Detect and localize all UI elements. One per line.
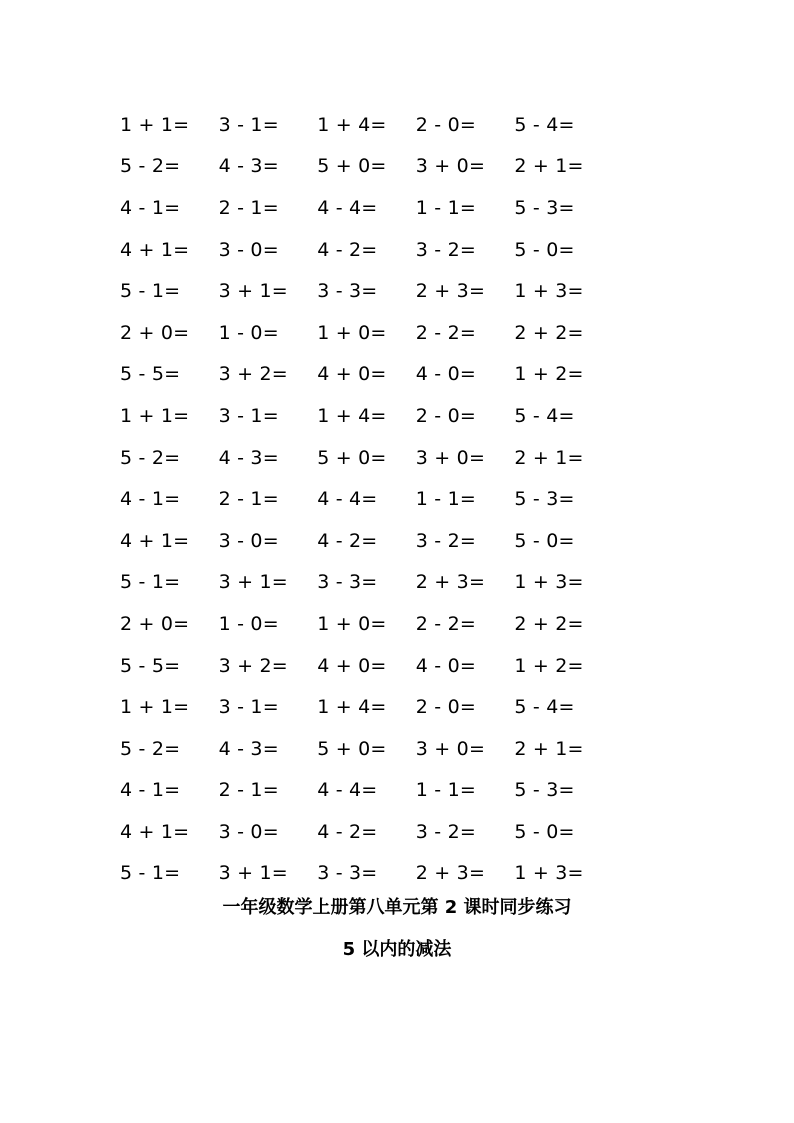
arithmetic-problem: 3 + 0=: [415, 737, 486, 760]
problem-row: [120, 354, 680, 396]
problem-row: [120, 811, 680, 853]
arithmetic-problem: 1 + 1=: [120, 696, 190, 719]
problem-row: [120, 686, 680, 728]
problem-row: [120, 104, 680, 146]
arithmetic-problem: 4 - 4=: [317, 488, 378, 511]
arithmetic-problem: 1 - 1=: [415, 779, 477, 802]
arithmetic-problem: 1 + 1=: [120, 113, 190, 136]
problem-row: [120, 437, 680, 479]
arithmetic-problem: 1 + 4=: [317, 113, 387, 136]
arithmetic-problem: 3 - 0=: [218, 820, 279, 843]
arithmetic-problem: 5 - 4=: [514, 113, 575, 136]
arithmetic-problem: 1 - 1=: [415, 488, 477, 511]
arithmetic-problem: 2 + 0=: [120, 321, 190, 344]
arithmetic-problem: 5 - 3=: [514, 196, 575, 219]
problem-row: [120, 603, 680, 645]
arithmetic-problem: 3 + 0=: [415, 446, 486, 469]
arithmetic-problem: 5 - 5=: [120, 363, 181, 386]
arithmetic-problem: 5 - 4=: [514, 696, 575, 719]
arithmetic-problem: 5 - 0=: [514, 238, 575, 261]
arithmetic-problem: 4 + 0=: [317, 363, 387, 386]
arithmetic-problem: 1 - 1=: [415, 196, 477, 219]
arithmetic-problem: 5 + 0=: [317, 155, 387, 178]
arithmetic-problem: 3 - 2=: [415, 820, 477, 843]
arithmetic-problem: 2 + 2=: [514, 612, 584, 635]
arithmetic-problem: 2 + 1=: [514, 446, 584, 469]
arithmetic-problem: 4 - 2=: [317, 238, 378, 261]
arithmetic-problem: 5 - 3=: [514, 779, 575, 802]
arithmetic-problem: 4 + 1=: [120, 238, 190, 261]
arithmetic-problem: 1 + 4=: [317, 696, 387, 719]
arithmetic-problem: 5 - 1=: [120, 280, 181, 303]
worksheet-title: 一年级数学上册第八单元第 2 课时同步练习: [222, 897, 572, 918]
arithmetic-problem: 3 - 1=: [218, 404, 279, 427]
arithmetic-problem: 4 - 1=: [120, 488, 181, 511]
arithmetic-problem: 1 + 3=: [514, 571, 584, 594]
arithmetic-problem: 4 + 0=: [317, 654, 387, 677]
arithmetic-problem: 2 + 1=: [514, 737, 584, 760]
arithmetic-problem: 1 + 1=: [120, 404, 190, 427]
problem-row: [120, 312, 680, 354]
arithmetic-problem: 5 - 2=: [120, 446, 181, 469]
arithmetic-problem: 1 + 3=: [514, 280, 584, 303]
arithmetic-problem: 2 - 1=: [218, 779, 279, 802]
arithmetic-problem: 2 - 1=: [218, 488, 279, 511]
arithmetic-problem: 2 - 0=: [415, 404, 477, 427]
arithmetic-problem: 4 - 0=: [415, 654, 477, 677]
arithmetic-problem: 2 - 0=: [415, 696, 477, 719]
arithmetic-problem: 1 - 0=: [218, 321, 279, 344]
arithmetic-problem: 4 - 4=: [317, 196, 378, 219]
arithmetic-problem: 3 + 2=: [218, 363, 288, 386]
arithmetic-problem: 5 + 0=: [317, 737, 387, 760]
arithmetic-problem: 1 + 2=: [514, 654, 584, 677]
problem-row: [120, 770, 680, 812]
arithmetic-problem: 2 - 2=: [415, 612, 477, 635]
arithmetic-problem: 5 - 4=: [514, 404, 575, 427]
arithmetic-problem: 1 - 0=: [218, 612, 279, 635]
arithmetic-problem: 3 - 0=: [218, 238, 279, 261]
problem-row: [120, 229, 680, 271]
arithmetic-problem: 3 + 2=: [218, 654, 288, 677]
arithmetic-problem: 3 - 3=: [317, 571, 378, 594]
arithmetic-problem: 3 - 3=: [317, 280, 378, 303]
arithmetic-problem: 4 - 1=: [120, 196, 181, 219]
problem-row: [120, 728, 680, 770]
arithmetic-problem: 5 - 2=: [120, 737, 181, 760]
arithmetic-problem: 3 - 1=: [218, 113, 279, 136]
problem-row: [120, 562, 680, 604]
arithmetic-problem: 4 + 1=: [120, 820, 190, 843]
problem-row: [120, 146, 680, 188]
arithmetic-problem: 1 + 2=: [514, 363, 584, 386]
arithmetic-problem: 2 - 1=: [218, 196, 279, 219]
problem-row: [120, 395, 680, 437]
arithmetic-problem: 1 + 0=: [317, 321, 387, 344]
arithmetic-problem: 4 - 4=: [317, 779, 378, 802]
arithmetic-problem: 5 - 2=: [120, 155, 181, 178]
problem-row: [120, 645, 680, 687]
worksheet-subtitle: 5 以内的减法: [342, 939, 452, 960]
arithmetic-problem: 1 + 0=: [317, 612, 387, 635]
arithmetic-problem: 3 - 1=: [218, 696, 279, 719]
problem-grid: [120, 104, 680, 894]
problem-row: [120, 520, 680, 562]
arithmetic-problem: 5 - 5=: [120, 654, 181, 677]
arithmetic-problem: 2 + 3=: [415, 862, 486, 885]
arithmetic-problem: 4 - 3=: [218, 155, 279, 178]
arithmetic-problem: 5 - 1=: [120, 862, 181, 885]
arithmetic-problem: 3 + 1=: [218, 571, 288, 594]
arithmetic-problem: 5 + 0=: [317, 446, 387, 469]
arithmetic-problem: 4 - 2=: [317, 820, 378, 843]
arithmetic-problem: 2 + 0=: [120, 612, 190, 635]
problem-row: [120, 270, 680, 312]
arithmetic-problem: 1 + 4=: [317, 404, 387, 427]
arithmetic-problem: 4 - 3=: [218, 446, 279, 469]
arithmetic-problem: 3 + 0=: [415, 155, 486, 178]
arithmetic-problem: 2 - 0=: [415, 113, 477, 136]
arithmetic-problem: 4 - 0=: [415, 363, 477, 386]
arithmetic-problem: 2 + 3=: [415, 280, 486, 303]
arithmetic-problem: 5 - 3=: [514, 488, 575, 511]
arithmetic-problem: 2 + 2=: [514, 321, 584, 344]
arithmetic-problem: 2 + 1=: [514, 155, 584, 178]
arithmetic-problem: 3 - 3=: [317, 862, 378, 885]
arithmetic-problem: 2 + 3=: [415, 571, 486, 594]
arithmetic-problem: 5 - 0=: [514, 820, 575, 843]
arithmetic-problem: 4 - 1=: [120, 779, 181, 802]
arithmetic-problem: 4 - 2=: [317, 529, 378, 552]
problem-row: [120, 853, 680, 895]
arithmetic-problem: 3 + 1=: [218, 280, 288, 303]
arithmetic-problem: 3 + 1=: [218, 862, 288, 885]
problem-row: [120, 478, 680, 520]
arithmetic-problem: 3 - 2=: [415, 238, 477, 261]
arithmetic-problem: 4 + 1=: [120, 529, 190, 552]
arithmetic-problem: 5 - 0=: [514, 529, 575, 552]
arithmetic-problem: 5 - 1=: [120, 571, 181, 594]
arithmetic-problem: 1 + 3=: [514, 862, 584, 885]
arithmetic-problem: 3 - 2=: [415, 529, 477, 552]
arithmetic-problem: 4 - 3=: [218, 737, 279, 760]
arithmetic-problem: 3 - 0=: [218, 529, 279, 552]
problem-row: [120, 187, 680, 229]
arithmetic-problem: 2 - 2=: [415, 321, 477, 344]
